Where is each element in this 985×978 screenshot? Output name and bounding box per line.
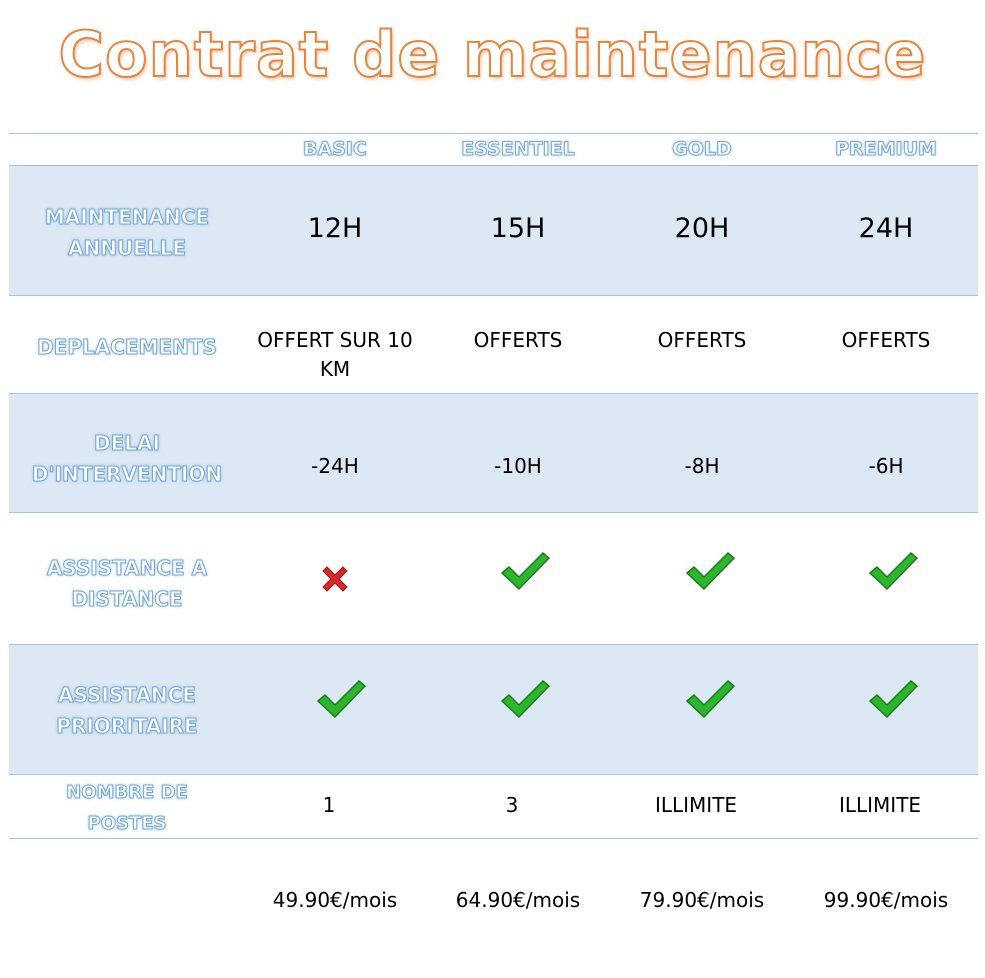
plan-basic-header: BASIC (303, 138, 367, 160)
value-gold: -8H (684, 454, 720, 478)
check-icon (684, 549, 736, 593)
plan-essentiel-header: ESSENTIEL (461, 138, 575, 160)
value-basic: 1 (322, 793, 336, 817)
row-delai-intervention (9, 393, 978, 513)
value-premium: OFFERTS (841, 328, 931, 352)
price-basic: 49.90€/mois (272, 888, 398, 912)
check-icon (315, 677, 367, 721)
plan-gold-header: GOLD (672, 138, 732, 160)
value-premium: ILLIMITE (838, 793, 922, 817)
value-premium: 24H (858, 213, 914, 244)
value-basic: OFFERT SUR 10 KM (257, 328, 413, 381)
row-prices (9, 838, 978, 938)
row-label: DEPLACEMENTS (37, 335, 217, 359)
row-assistance-prioritaire (9, 644, 978, 775)
row-deplacements (9, 295, 978, 394)
check-icon (867, 677, 919, 721)
check-icon (499, 677, 551, 721)
value-essentiel: -10H (494, 454, 542, 478)
row-label: ASSISTANCE A DISTANCE (46, 556, 208, 611)
check-icon (867, 549, 919, 593)
header-row (9, 133, 978, 166)
value-essentiel: OFFERTS (473, 328, 563, 352)
value-gold: ILLIMITE (654, 793, 738, 817)
row-label: MAINTENANCE ANNUELLE (44, 205, 210, 260)
value-essentiel: 15H (490, 213, 546, 244)
value-basic: -24H (311, 454, 359, 478)
row-assistance-distance (9, 512, 978, 645)
page-title: Contrat de maintenance (58, 18, 927, 91)
row-label: ASSISTANCE PRIORITAIRE (56, 683, 198, 738)
value-basic: 12H (307, 213, 363, 244)
value-premium: -6H (868, 454, 904, 478)
price-essentiel: 64.90€/mois (455, 888, 581, 912)
cross-icon (317, 561, 353, 597)
row-label: NOMBRE DE POSTES (66, 782, 188, 834)
row-label: DELAI D'INTERVENTION (31, 431, 223, 486)
row-maintenance-annuelle (9, 165, 978, 296)
check-icon (499, 549, 551, 593)
price-gold: 79.90€/mois (639, 888, 765, 912)
check-icon (684, 677, 736, 721)
row-nombre-postes (9, 774, 978, 839)
plan-premium-header: PREMIUM (835, 138, 937, 160)
value-gold: 20H (674, 213, 730, 244)
value-gold: OFFERTS (657, 328, 747, 352)
value-essentiel: 3 (505, 793, 519, 817)
price-premium: 99.90€/mois (823, 888, 949, 912)
